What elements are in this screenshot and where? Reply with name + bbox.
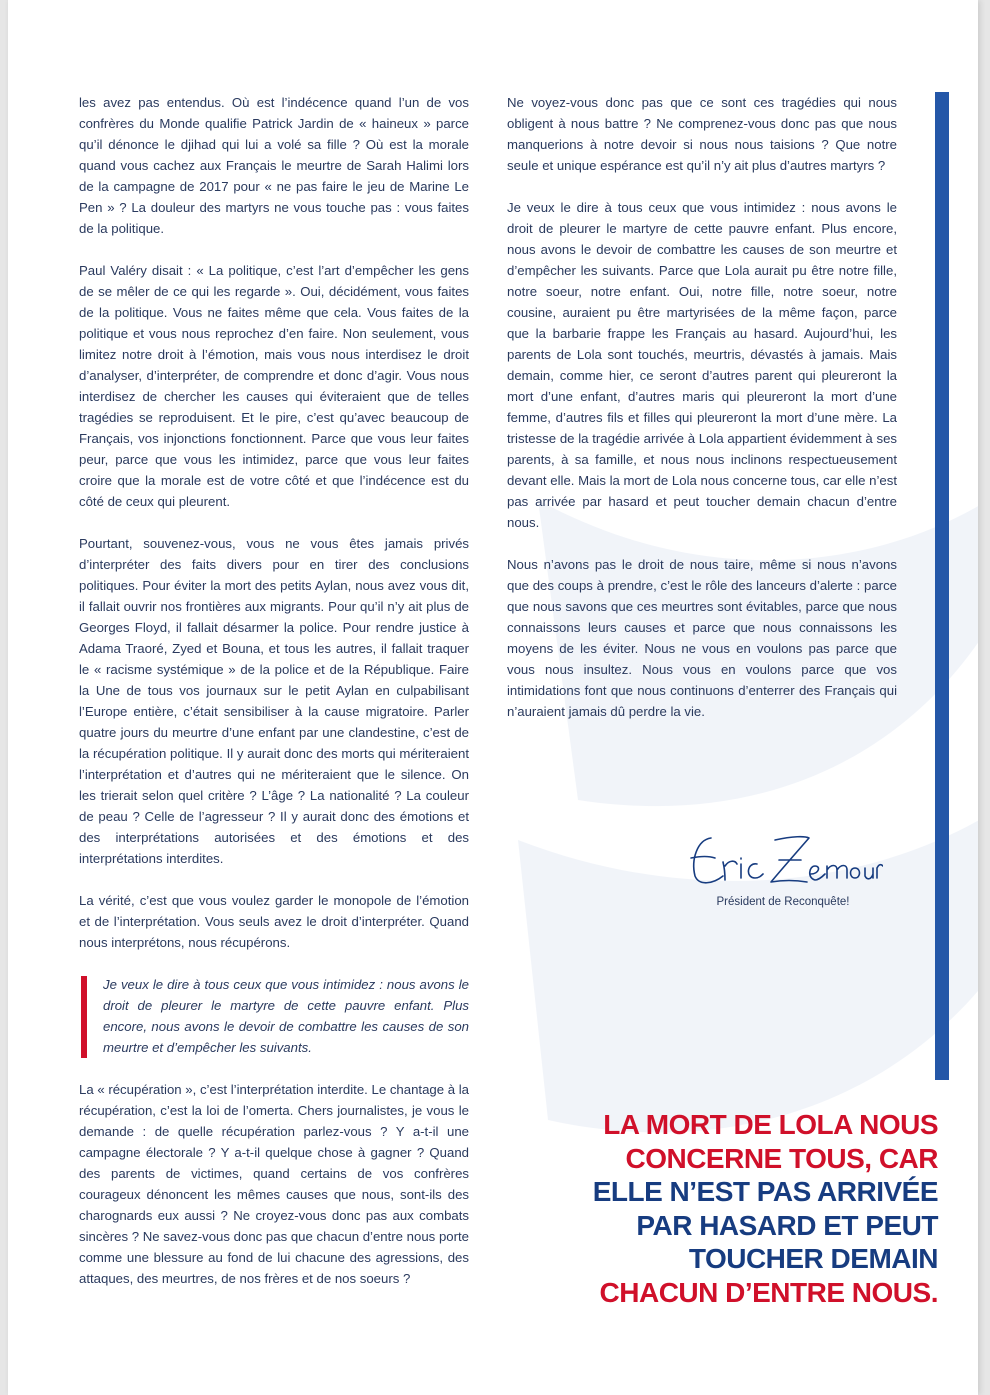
right-paragraph-3: Nous n’avons pas le droit de nous taire, même si nous n’avons que des coups à prendre, c’est le rôle des lanceurs d’alerte : parce que nous savons que ces meurtres sont évitables, parce que nous connaissons leurs causes et parce que nous connaissons les moyens de les éviter. Nous ne vous en voulons pas parce que vous nous insultez. Nous vous en voulons parce que vos intimidations font que nous continuons d’enterrer des Français qui n’auraient jamais dû perdre la vie. [507,557,897,719]
right-paragraph-2: Je veux le dire à tous ceux que vous intimidez : nous avons le droit de pleurer le martyre de cette pauvre enfant. Plus encore, nous avons le devoir de combattre les causes de son meurtre et d’empêcher les suivants. Parce que Lola aurait pu être notre fille, notre soeur, notre enfant. Oui, notre fille, notre soeur, notre cousine, auraient pu être martyrisées de la même façon, parce que la barbarie frappe les Français au hasard. Aujourd’hui, les parents de Lola sont touchés, meurtris, dévastés à jamais. Mais demain, comme hier, ce seront d’autres parent qui pleureront la mort d’une enfant, d’autres maris qui pleureront la mort d’une femme, d’autres fils et filles qui pleureront la mort d’une mère. La tristesse de la tragédie arrivée à Lola appartient évidemment à ses parents, à sa famille, et nous nous inclinons respectueusement devant elle. Mais la mort de Lola nous concerne tous, car elle n’est pas arrivée par hasard et peut toucher demain chacun d’entre nous. [507,200,897,530]
pull-quote-bar [81,976,87,1058]
headline-line-6: CHACUN D’ENTRE NOUS. [599,1276,938,1308]
left-column [79,92,469,1310]
left-paragraph-4: La vérité, c’est que vous voulez garder le monopole de l’émotion et de l’interprétation. Vous seuls avez le droit d’interpréter. Quand nous interprétons, nous récupérons. [79,893,469,950]
left-paragraph-2: Paul Valéry disait : « La politique, c’est l’art d’empêcher les gens de se mêler de ce qui les regarde ». Oui, décidément, vous faites de la politique. Vous ne faites même que cela. Vous faites de la politique et vous nous reprochez d’en faire. Non seulement, vous limitez notre droit à l’émotion, mais vous nous interdisez le droit d’analyser, d’interpréter, de comprendre et donc d’agir. Vous nous interdisez de chercher les causes qui éviteraient que de telles tragédies se reproduisent. Et le pire, c’est qu’avec beaucoup de Français, vos injonctions fonctionnent. Parce que vous leur faites peur, parce que vous les intimidez, parce que vous leur faites croire que la morale est de votre côté et que l’indécence est du côté de ceux qui pleurent. [79,263,469,509]
left-paragraph-3: Pourtant, souvenez-vous, vous ne vous êtes jamais privés d’interpréter des faits divers pour en tirer des conclusions politiques. Pour éviter la mort des petits Aylan, nous avez vous dit, il fallait ouvrir nos frontières aux migrants. Pour qu’il n’y ait plus de Georges Floyd, il fallait désarmer la police. Pour rendre justice à Adama Traoré, Zyed et Bouna, et tous les autres, il fallait traquer le « racisme systémique » de la police et de la République. Faire la Une de tous vos journaux sur le petit Aylan en culpabilisant l’Europe entière, c’était sensibiliser à la cause migratoire. Parler quatre jours du meurtre d’une enfant par une clandestine, c’est de la récupération politique. Il y aurait donc des morts qui mériteraient l’interprétation et d’autres qui ne mériteraient que le silence. On les trierait selon quel critère ? L’âge ? La nationalité ? La couleur de peau ? Celle de l’agresseur ? Il y aurait donc des émotions et des interprétations autorisées et des émotions et des interprétations interdites. [79,536,469,866]
pull-quote [79,974,469,1058]
right-column [507,92,897,743]
handwritten-signature [683,820,883,892]
right-paragraph-1: Ne voyez-vous donc pas que ce sont ces tragédies qui nous obligent à nous battre ? Ne comprenez-vous donc pas que nous manquerions à notre devoir si nous nous taisions ? Que notre seule et unique espérance est qu’il n’y ait plus d’autres martyrs ? [507,95,897,173]
blue-accent-bar [935,92,949,1080]
headline-quote [558,1108,938,1309]
headline-line-4: PAR HASARD ET PEUT [636,1209,938,1241]
left-paragraph-5: La « récupération », c’est l’interprétation interdite. Le chantage à la récupération, c’est la loi de l’omerta. Chers journalistes, je vous le demande : de quelle récupération parlez-vous ? Y a-t-il une campagne électorale ? Y a-t-il quelque chose à gagner ? Quand des parents de victimes, quand certains de vos confrères courageux dénoncent les mêmes causes que nous, sont-ils des charognards eux aussi ? Ne croyez-vous donc pas aux combats sincères ? Ne savez-vous donc pas que chacun d’entre nous porte comme une blessure au fond de lui chacune des agressions, des attaques, des meurtres, de nos frères et de nos soeurs ? [79,1082,470,1286]
headline-line-3: ELLE N’EST PAS ARRIVÉE [592,1176,938,1207]
signature-caption: Président de Reconquête! [716,896,850,908]
headline-line-2: CONCERNE TOUS, CAR [625,1142,938,1174]
headline-line-1: LA MORT DE LOLA NOUS [603,1109,938,1140]
left-paragraph-1: les avez pas entendus. Où est l’indécence quand l’un de vos confrères du Monde qualifie Patrick Jardin de « haineux » parce qu’il dénonce le djihad qui lui a volé sa fille ? Où est la morale quand vous cachez aux Français le meurtre de Sarah Halimi lors de la campagne de 2017 pour « ne pas faire le jeu de Marine Le Pen » ? La douleur des martyrs ne vous touche pas : vous faites de la politique. [79,95,469,236]
headline-line-5: TOUCHER DEMAIN [688,1243,938,1274]
pull-quote-text: Je veux le dire à tous ceux que vous intimidez : nous avons le droit de pleurer le martyre de cette pauvre enfant. Plus encore, nous avons le devoir de combattre les causes de son meurtre et d’empêcher les suivants. [103,977,469,1055]
document-page [8,0,978,1395]
